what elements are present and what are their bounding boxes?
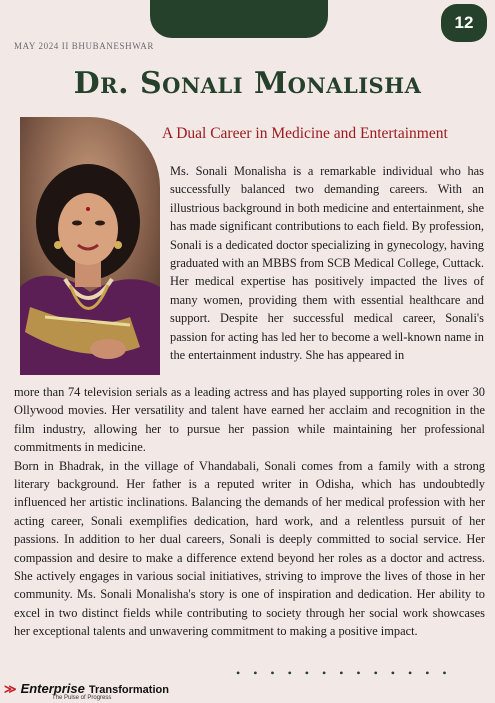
article-body bbox=[14, 383, 485, 641]
article-subtitle: A Dual Career in Medicine and Entertainment bbox=[162, 125, 448, 142]
logo-chevron-icon: ≫ bbox=[4, 682, 17, 696]
decorative-dots: • • • • • • • • • • • • • bbox=[236, 666, 452, 680]
issue-dateline: MAY 2024 II BHUBANESHWAR bbox=[14, 41, 154, 51]
logo-word-enterprise: Enterprise bbox=[20, 681, 85, 696]
article-continuation-paragraph: more than 74 television serials as a leading actress and has played supporting roles in over 30 Ollywood movies. Her versatility and talent have earned her acclaim and recognition in the film industry, allowing her to pursue her passion while maintaining her professional commitments in medicine. bbox=[14, 385, 485, 455]
logo-tagline: The Pulse of Progress bbox=[52, 695, 112, 701]
header-tab-decoration bbox=[150, 0, 328, 38]
portrait-photo bbox=[20, 117, 160, 375]
article-second-paragraph: Born in Bhadrak, in the village of Vhandabali, Sonali comes from a family with a strong literary background. Her father is a reputed writer in Odisha, which has undoubtedly influenced her artistic inclinations. Balancing the demands of her medical profession with her acting career, Sonali exemplifies dedication, hard work, and a relentless pursuit of her passions. In addition to her dual careers, Sonali is deeply committed to social service. Her compassion and desire to make a difference extend beyond her roles as a doctor and actress. She actively engages in various social initiatives, striving to improve the lives of those in her community. Ms. Sonali Monalisha's story is one of inspiration and dedication. Her ability to excel in two distinct fields while contributing to society through her social work showcases her exceptional talents and unwavering commitment to making a positive impact. bbox=[14, 458, 485, 639]
page-number-badge: 12 bbox=[441, 4, 487, 42]
article-title: Dr. Sonali Monalisha bbox=[73, 66, 422, 101]
article-intro-paragraph: Ms. Sonali Monalisha is a remarkable individual who has successfully balanced two demanding careers. With an illustrious background in both medicine and entertainment, she has made significant contributions to each field. By profession, Sonali is a dedicated doctor specializing in gynecology, having graduated with an MBBS from SCB Medical College, Cuttack. Her medical expertise has positively impacted the lives of many women, providing them with essential healthcare and support. Despite her successful medical career, Sonali's passion for acting has led her to become a well-known name in the entertainment industry. She has appeared in bbox=[170, 164, 484, 363]
logo-word-transformation: Transformation bbox=[88, 684, 169, 696]
